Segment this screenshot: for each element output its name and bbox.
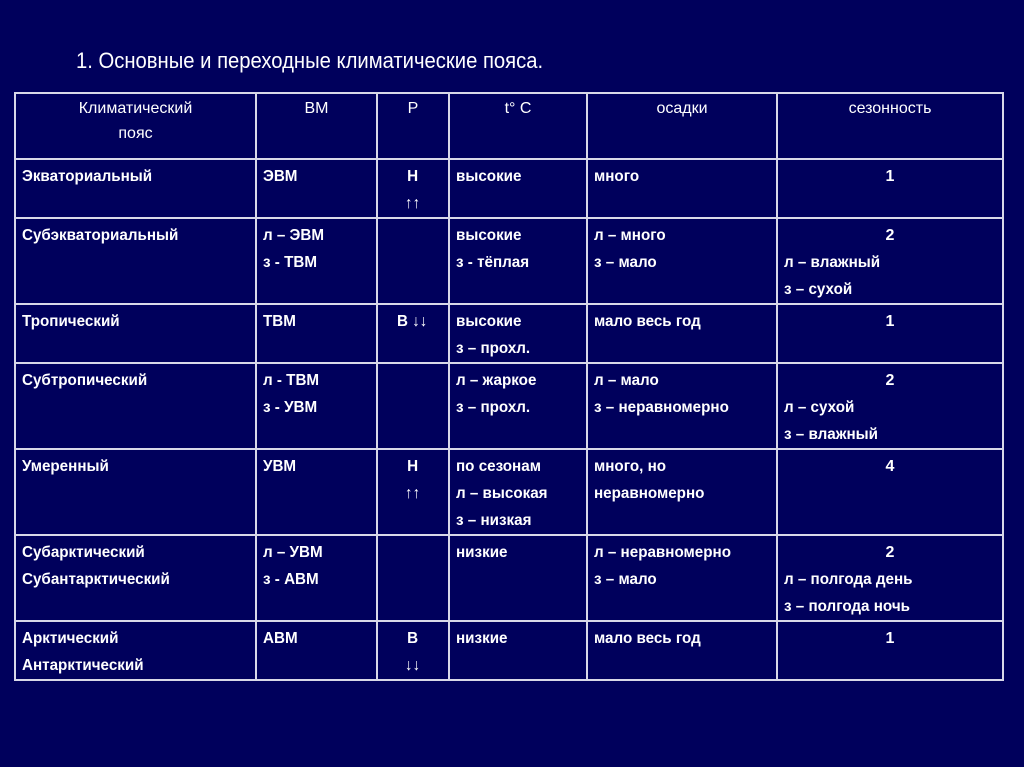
pressure-cell-text: В ↓↓ [405,630,421,674]
precipitation-cell [587,304,777,363]
zone-cell-text: Субэкваториальный [22,227,179,244]
zone-cell-text: Умеренный [22,458,109,475]
table-row [15,304,1003,363]
pressure-cell-text: Н ↑↑ [405,458,421,502]
zone-cell-text: Субтропический [22,372,148,389]
zone-cell-text: Экваториальный [22,168,153,185]
season-detail: л – влажный з – сухой [784,254,881,298]
pressure-cell [377,449,449,535]
precipitation-cell-text: л – много з – мало [594,227,666,271]
pressure-cell [377,621,449,680]
temperature-cell-text: высокие [456,168,522,185]
air-mass-cell-text: ЭВМ [263,168,298,185]
temperature-cell-text: низкие [456,544,508,561]
zone-cell [15,218,256,304]
air-mass-cell [256,535,377,621]
precipitation-cell [587,449,777,535]
season-count: 2 [885,227,895,244]
season-count: 1 [885,630,895,647]
temperature-cell [449,159,587,218]
table-row [15,535,1003,621]
air-mass-cell [256,159,377,218]
temperature-cell [449,535,587,621]
seasonality-cell [777,218,1003,304]
temperature-cell [449,363,587,449]
table-row [15,449,1003,535]
header-temperature: t° С [449,93,587,159]
pressure-cell [377,363,449,449]
temperature-cell [449,621,587,680]
header-pressure: Р [377,93,449,159]
table-row [15,363,1003,449]
season-count: 1 [885,313,895,330]
zone-cell [15,363,256,449]
season-count: 1 [885,168,895,185]
seasonality-cell [777,621,1003,680]
temperature-cell-text: низкие [456,630,508,647]
precipitation-cell [587,218,777,304]
seasonality-cell [777,535,1003,621]
temperature-cell [449,218,587,304]
table-row [15,218,1003,304]
table-row [15,159,1003,218]
temperature-cell-text: л – жаркое з – прохл. [456,372,537,416]
zone-cell [15,159,256,218]
precipitation-cell-text: много, но неравномерно [594,458,705,502]
temperature-cell [449,449,587,535]
slide-title: 1. Основные и переходные климатические пояса. [76,48,544,73]
air-mass-cell-text: л – ЭВМ з - ТВМ [263,227,325,271]
precipitation-cell [587,621,777,680]
header-zone: Климатический пояс [15,93,256,159]
air-mass-cell [256,363,377,449]
zone-cell-text: Субарктический Субантарктический [22,544,170,588]
precipitation-cell [587,363,777,449]
header-row [15,93,1003,159]
air-mass-cell-text: АВМ [263,630,298,647]
zone-cell [15,449,256,535]
precipitation-cell-text: л – неравномерно з – мало [594,544,731,588]
season-count: 4 [885,458,895,475]
seasonality-cell [777,363,1003,449]
pressure-cell [377,304,449,363]
air-mass-cell [256,218,377,304]
pressure-cell [377,535,449,621]
air-mass-cell [256,449,377,535]
air-mass-cell-text: л - ТВМ з - УВМ [263,372,320,416]
zone-cell-text: Арктический Антарктический [22,630,144,674]
precipitation-cell-text: мало весь год [594,630,701,647]
table-row [15,621,1003,680]
zone-cell-text: Тропический [22,313,120,330]
pressure-cell-text: В ↓↓ [397,313,428,330]
precipitation-cell-text: л – мало з – неравномерно [594,372,729,416]
season-detail: л – полгода день з – полгода ночь [784,571,913,615]
air-mass-cell-text: ТВМ [263,313,296,330]
header-air-mass: ВМ [256,93,377,159]
pressure-cell [377,218,449,304]
precipitation-cell-text: мало весь год [594,313,701,330]
header-precipitation: осадки [587,93,777,159]
temperature-cell-text: высокие з – прохл. [456,313,531,357]
air-mass-cell [256,304,377,363]
zone-cell [15,621,256,680]
climate-zones-table [14,92,1004,681]
temperature-cell [449,304,587,363]
seasonality-cell [777,304,1003,363]
air-mass-cell-text: УВМ [263,458,297,475]
precipitation-cell [587,535,777,621]
zone-cell [15,535,256,621]
seasonality-cell [777,159,1003,218]
air-mass-cell [256,621,377,680]
season-count: 2 [885,544,895,561]
precipitation-cell [587,159,777,218]
season-detail: л – сухой з – влажный [784,399,878,443]
zone-cell [15,304,256,363]
temperature-cell-text: по сезонам л – высокая з – низкая [456,458,548,529]
temperature-cell-text: высокие з - тёплая [456,227,530,271]
seasonality-cell [777,449,1003,535]
header-seasonality: сезонность [777,93,1003,159]
season-count: 2 [885,372,895,389]
pressure-cell [377,159,449,218]
precipitation-cell-text: много [594,168,640,185]
air-mass-cell-text: л – УВМ з - АВМ [263,544,323,588]
pressure-cell-text: Н ↑↑ [405,168,421,212]
